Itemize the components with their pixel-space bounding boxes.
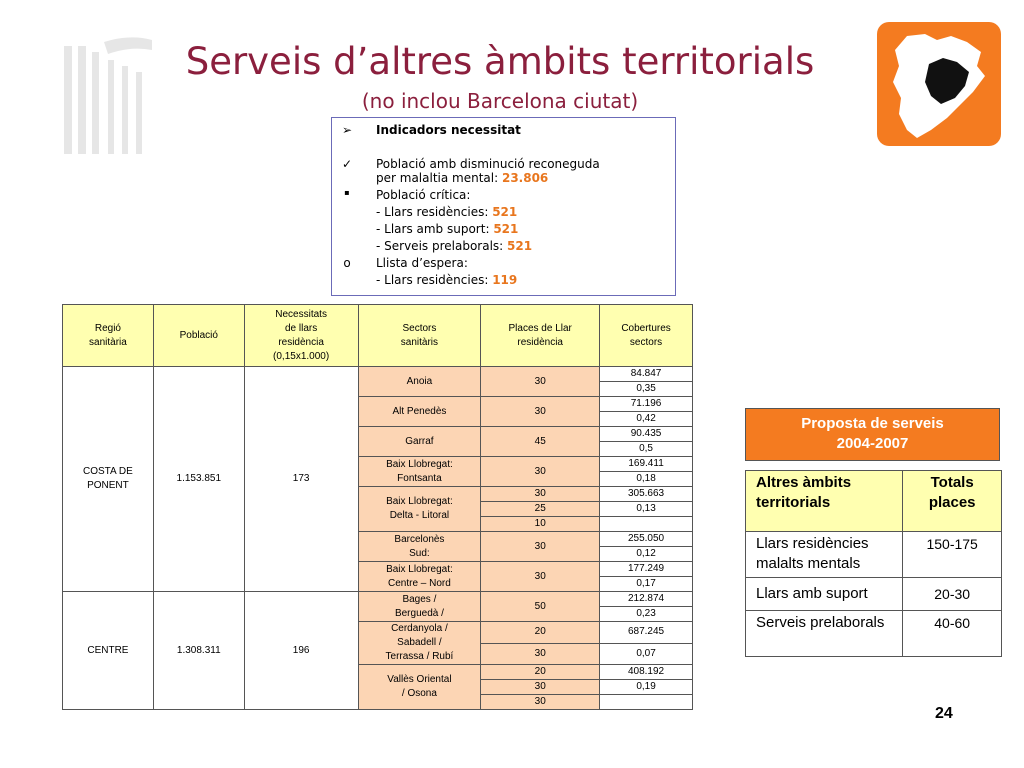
sector-coverage: 0,23 [600,607,693,622]
arrow-bullet-icon: ➢ [341,123,353,137]
waitlist-label: Llista d’espera: [376,256,468,270]
page-number: 24 [935,705,953,722]
totals-header-left: Altres àmbits territorials [746,471,903,532]
sector-population: 169.411 [600,457,693,472]
sector-places: 20 [481,622,600,644]
waitlist-residencies-value: 119 [492,273,518,287]
sector-population: 687.245 [600,622,693,644]
square-bullet-icon: ▪ [344,188,350,197]
sector-name: Anoia [358,367,481,397]
sector-coverage: 0,42 [600,412,693,427]
sector-population: 71.196 [600,397,693,412]
region-need: 173 [244,367,358,592]
sector-population: 408.192 [600,665,693,680]
sector-coverage: 0,17 [600,577,693,592]
institution-logo [60,32,155,154]
sector-coverage: 0,18 [600,472,693,487]
sector-places: 20 [481,665,600,680]
sector-places: 30 [481,487,600,502]
sector-places: 30 [481,457,600,487]
sector-places: 30 [481,643,600,665]
sector-places: 30 [481,695,600,710]
sector-places: 30 [481,397,600,427]
page-subtitle: (no inclou Barcelona ciutat) [361,89,639,113]
sector-coverage: 0,12 [600,547,693,562]
sector-coverage: 0,13 [600,502,693,517]
map-icon [877,22,1001,146]
check-bullet-icon: ✓ [341,157,353,171]
header-regio: Regió sanitària [63,305,154,367]
header-places: Places de Llar residència [481,305,600,367]
table-header [63,305,693,367]
sector-coverage: 0,5 [600,442,693,457]
prelaborals-label: - Serveis prelaborals: [376,239,504,253]
sector-name: Bages / Berguedà / [358,592,481,622]
sector-name: Barcelonès Sud: [358,532,481,562]
totals-row-label: Llars amb suport [746,578,903,611]
sector-coverage: 0,07 [600,643,693,665]
totals-row-value: 20-30 [903,578,1002,611]
totals-table [745,470,1002,657]
region-population: 1.153.851 [153,367,244,592]
header-poblacio: Població [153,305,244,367]
sector-population: 255.050 [600,532,693,547]
header-cobertures: Cobertures sectors [600,305,693,367]
sector-name: Garraf [358,427,481,457]
sector-places: 45 [481,427,600,457]
sector-places: 25 [481,502,600,517]
region-name: COSTA DE PONENT [63,367,154,592]
region-centre [63,592,693,710]
header-necessitats: Necessitats de llars residència (0,15x1.000) [244,305,358,367]
header-sectors: Sectors sanitàris [358,305,481,367]
proposal-title: Proposta de serveis [801,415,944,432]
empty-cell [600,517,693,532]
region-costa-de-ponent [63,367,693,592]
sector-name: Baix Llobregat: Fontsanta [358,457,481,487]
sector-places: 50 [481,592,600,622]
sector-name: Cerdanyola / Sabadell / Terrassa / Rubí [358,622,481,665]
region-name: CENTRE [63,592,154,710]
sector-population: 90.435 [600,427,693,442]
sector-places: 30 [481,680,600,695]
totals-row-value: 150-175 [903,532,1002,578]
sector-population: 305.663 [600,487,693,502]
sector-coverage: 0,19 [600,680,693,695]
indicators-box [331,117,676,296]
residencies-label: - Llars residències: [376,205,489,219]
critical-population-label: Població crítica: [376,188,471,202]
totals-header-right: Totals places [903,471,1002,532]
totals-row-value: 40-60 [903,611,1002,657]
table-row [63,367,693,382]
suport-label: - Llars amb suport: [376,222,490,236]
totals-header-row [746,471,1002,532]
sector-population: 212.874 [600,592,693,607]
table-row [63,592,693,607]
prelaborals-value: 521 [507,239,533,253]
sector-places: 30 [481,532,600,562]
population-value: 23.806 [501,171,549,185]
sector-population: 177.249 [600,562,693,577]
region-population: 1.308.311 [153,592,244,710]
proposal-box [745,408,1000,461]
suport-value: 521 [493,222,519,236]
region-need: 196 [244,592,358,710]
sector-places: 30 [481,367,600,397]
proposal-years: 2004-2007 [836,435,909,452]
totals-row-label: Llars residències malalts mentals [746,532,903,578]
page-title: Serveis d’altres àmbits territorials [185,40,815,83]
indicators-heading: Indicadors necessitat [376,123,521,137]
residencies-value: 521 [492,205,518,219]
sector-name: Baix Llobregat: Delta - Litoral [358,487,481,532]
waitlist-residencies-label: - Llars residències: [376,273,489,287]
places-table [62,304,693,710]
table-row [746,578,1002,611]
sector-name: Vallès Oriental / Osona [358,665,481,710]
empty-cell [600,695,693,710]
sector-name: Baix Llobregat: Centre – Nord [358,562,481,592]
sector-name: Alt Penedès [358,397,481,427]
sector-places: 10 [481,517,600,532]
sector-population: 84.847 [600,367,693,382]
sector-places: 30 [481,562,600,592]
sector-coverage: 0,35 [600,382,693,397]
totals-row-label: Serveis prelaborals [746,611,903,657]
circle-bullet-icon: o [343,256,351,270]
population-label-1: Població amb disminució reconeguda [376,157,600,171]
population-label-2: per malaltia mental: [376,171,499,185]
table-row [746,611,1002,657]
catalonia-map-icon [877,22,1001,146]
table-row [746,532,1002,578]
